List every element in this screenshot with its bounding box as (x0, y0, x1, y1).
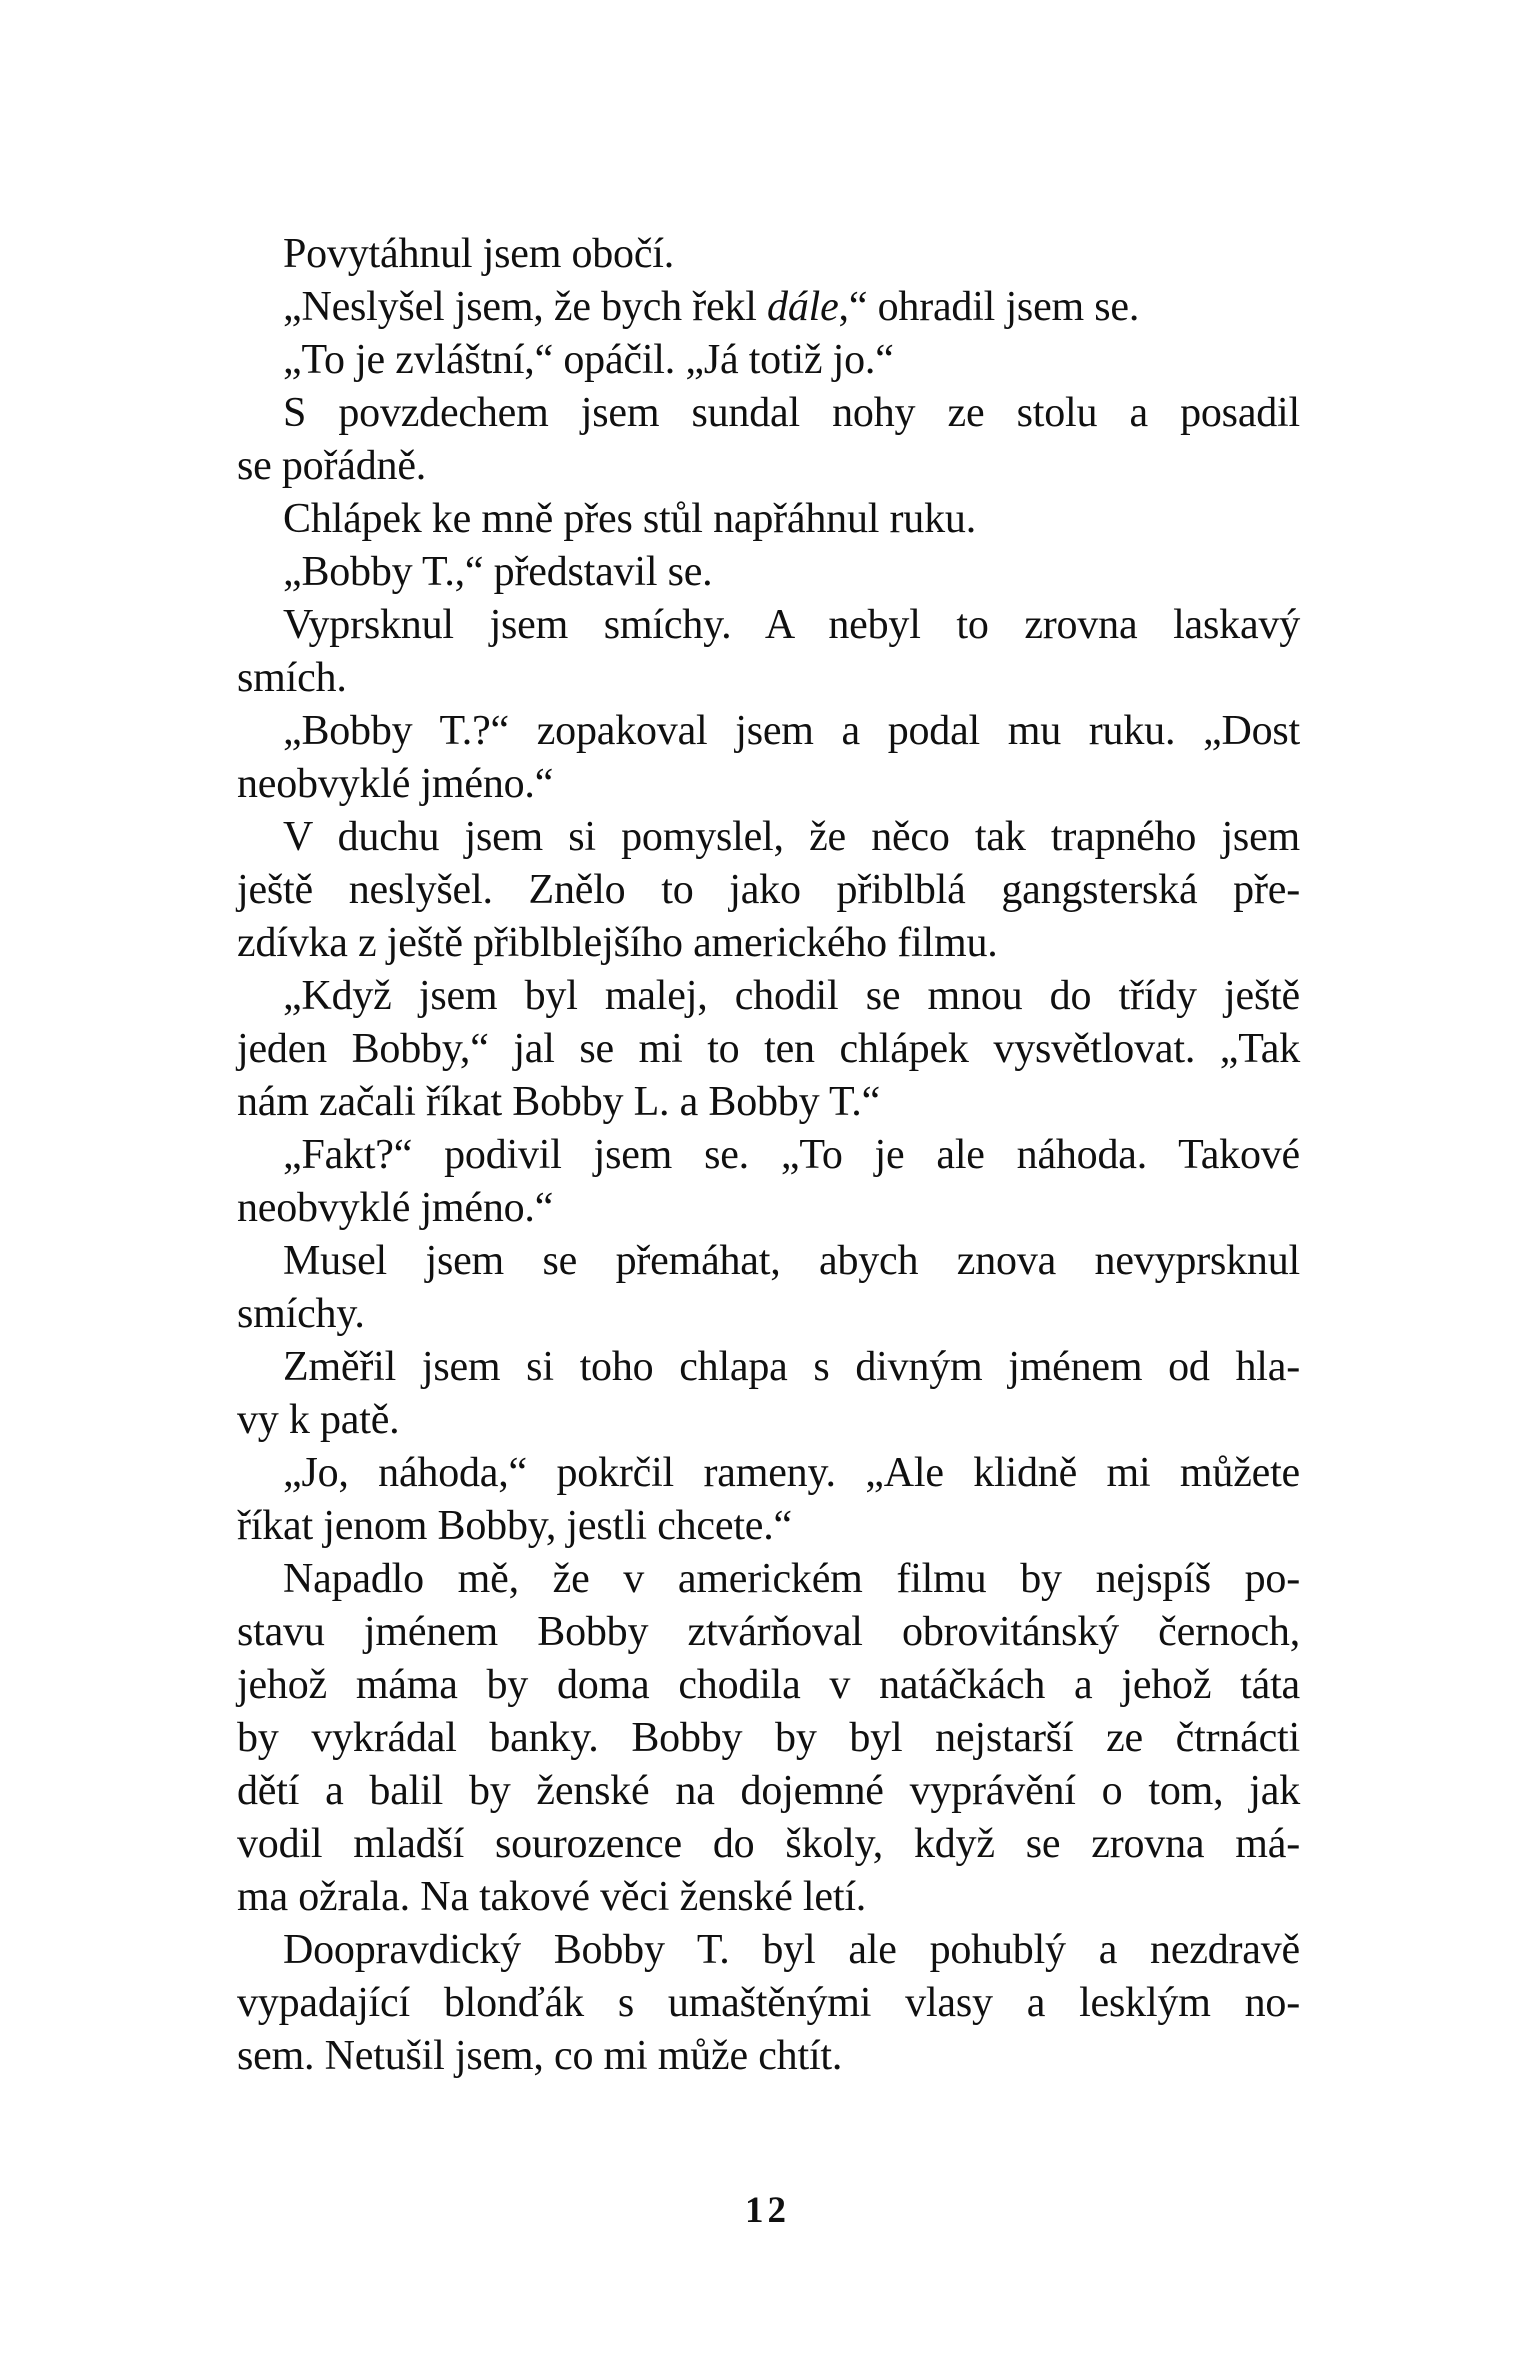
text-segment: vodil mladší sourozence do školy, když se zrovna má- (237, 1821, 1300, 1867)
text-segment: Chlápek ke mně přes stůl napřáhnul ruku. (283, 496, 976, 542)
text-line (237, 493, 1300, 546)
text-segment: Povytáhnul jsem obočí. (283, 231, 675, 277)
text-segment: Doopravdický Bobby T. byl ale pohublý a nezdravě (283, 1927, 1300, 1973)
text-segment: vy k patě. (237, 1397, 400, 1443)
text-segment: S povzdechem jsem sundal nohy ze stolu a posadil (283, 390, 1300, 436)
text-line (237, 1553, 1300, 1606)
text-segment: neobvyklé jméno.“ (237, 1185, 554, 1231)
text-line (237, 811, 1300, 864)
paragraph (237, 705, 1300, 811)
text-line (237, 1341, 1300, 1394)
text-segment: stavu jménem Bobby ztvárňoval obrovitánský černoch, (237, 1609, 1300, 1655)
text-segment: se pořádně. (237, 443, 427, 489)
text-segment: sem. Netušil jsem, co mi může chtít. (237, 2033, 843, 2079)
text-line (237, 1129, 1300, 1182)
paragraph (237, 1447, 1300, 1553)
paragraph (237, 1553, 1300, 1924)
text-line (237, 1606, 1300, 1659)
text-line (237, 1394, 1300, 1447)
text-line (237, 1818, 1300, 1871)
paragraph (237, 493, 1300, 546)
text-segment: „Neslyšel jsem, že bych řekl (283, 284, 768, 330)
paragraph (237, 1235, 1300, 1341)
italic-text: dále (767, 284, 839, 330)
text-segment: smíchy. (237, 1291, 365, 1337)
text-segment: Musel jsem se přemáhat, abych znova nevyprsknul (283, 1238, 1300, 1284)
page-text (237, 228, 1300, 2083)
text-segment: ,“ ohradil jsem se. (838, 284, 1140, 330)
text-line (237, 440, 1300, 493)
paragraph (237, 546, 1300, 599)
text-line (237, 1182, 1300, 1235)
text-segment: smích. (237, 655, 347, 701)
text-line (237, 1288, 1300, 1341)
paragraph (237, 334, 1300, 387)
paragraph (237, 599, 1300, 705)
text-segment: ma ožrala. Na takové věci ženské letí. (237, 1874, 867, 1920)
text-line (237, 652, 1300, 705)
text-line (237, 1500, 1300, 1553)
paragraph (237, 970, 1300, 1129)
text-segment: „Bobby T.?“ zopakoval jsem a podal mu ruku. „Dost (283, 708, 1300, 754)
text-segment: Vyprsknul jsem smíchy. A nebyl to zrovna laskavý (283, 602, 1300, 648)
text-line (237, 1447, 1300, 1500)
text-line (237, 546, 1300, 599)
text-segment: říkat jenom Bobby, jestli chcete.“ (237, 1503, 792, 1549)
text-segment: „To je zvláštní,“ opáčil. „Já totiž jo.“ (283, 337, 894, 383)
text-line (237, 1871, 1300, 1924)
text-segment: Napadlo mě, že v americkém filmu by nejspíš po- (283, 1556, 1300, 1602)
paragraph (237, 281, 1300, 334)
text-segment: jeden Bobby,“ jal se mi to ten chlápek vysvětlovat. „Tak (237, 1026, 1300, 1072)
text-segment: jehož máma by doma chodila v natáčkách a jehož táta (237, 1662, 1300, 1708)
text-line (237, 1712, 1300, 1765)
page-number: 12 (745, 2190, 790, 2231)
text-line (237, 228, 1300, 281)
text-line (237, 705, 1300, 758)
text-segment: nám začali říkat Bobby L. a Bobby T.“ (237, 1079, 881, 1125)
paragraph (237, 1341, 1300, 1447)
text-line (237, 1076, 1300, 1129)
text-segment: Změřil jsem si toho chlapa s divným jménem od hla- (283, 1344, 1300, 1390)
text-line (237, 1977, 1300, 2030)
text-line (237, 917, 1300, 970)
text-segment: „Jo, náhoda,“ pokrčil rameny. „Ale klidně mi můžete (283, 1450, 1300, 1496)
text-segment: V duchu jsem si pomyslel, že něco tak trapného jsem (283, 814, 1300, 860)
text-segment: ještě neslyšel. Znělo to jako přiblblá gangsterská pře- (237, 867, 1300, 913)
paragraph (237, 228, 1300, 281)
text-segment: vypadající blonďák s umaštěnými vlasy a lesklým no- (237, 1980, 1300, 2026)
text-segment: „Fakt?“ podivil jsem se. „To je ale náhoda. Takové (283, 1132, 1300, 1178)
text-segment: „Bobby T.,“ představil se. (283, 549, 713, 595)
paragraph (237, 811, 1300, 970)
text-line (237, 1023, 1300, 1076)
text-segment: neobvyklé jméno.“ (237, 761, 554, 807)
text-line (237, 1924, 1300, 1977)
text-line (237, 2030, 1300, 2083)
text-segment: dětí a balil by ženské na dojemné vyprávění o tom, jak (237, 1768, 1300, 1814)
text-line (237, 334, 1300, 387)
text-line (237, 758, 1300, 811)
paragraph (237, 387, 1300, 493)
text-line (237, 1765, 1300, 1818)
text-line (237, 599, 1300, 652)
text-line (237, 281, 1300, 334)
text-segment: „Když jsem byl malej, chodil se mnou do třídy ještě (283, 973, 1300, 1019)
text-segment: zdívka z ještě přiblblejšího amerického filmu. (237, 920, 998, 966)
text-line (237, 1659, 1300, 1712)
text-line (237, 970, 1300, 1023)
paragraph (237, 1129, 1300, 1235)
text-line (237, 864, 1300, 917)
text-line (237, 1235, 1300, 1288)
text-segment: by vykrádal banky. Bobby by byl nejstarší ze čtrnácti (237, 1715, 1300, 1761)
paragraph (237, 1924, 1300, 2083)
text-line (237, 387, 1300, 440)
